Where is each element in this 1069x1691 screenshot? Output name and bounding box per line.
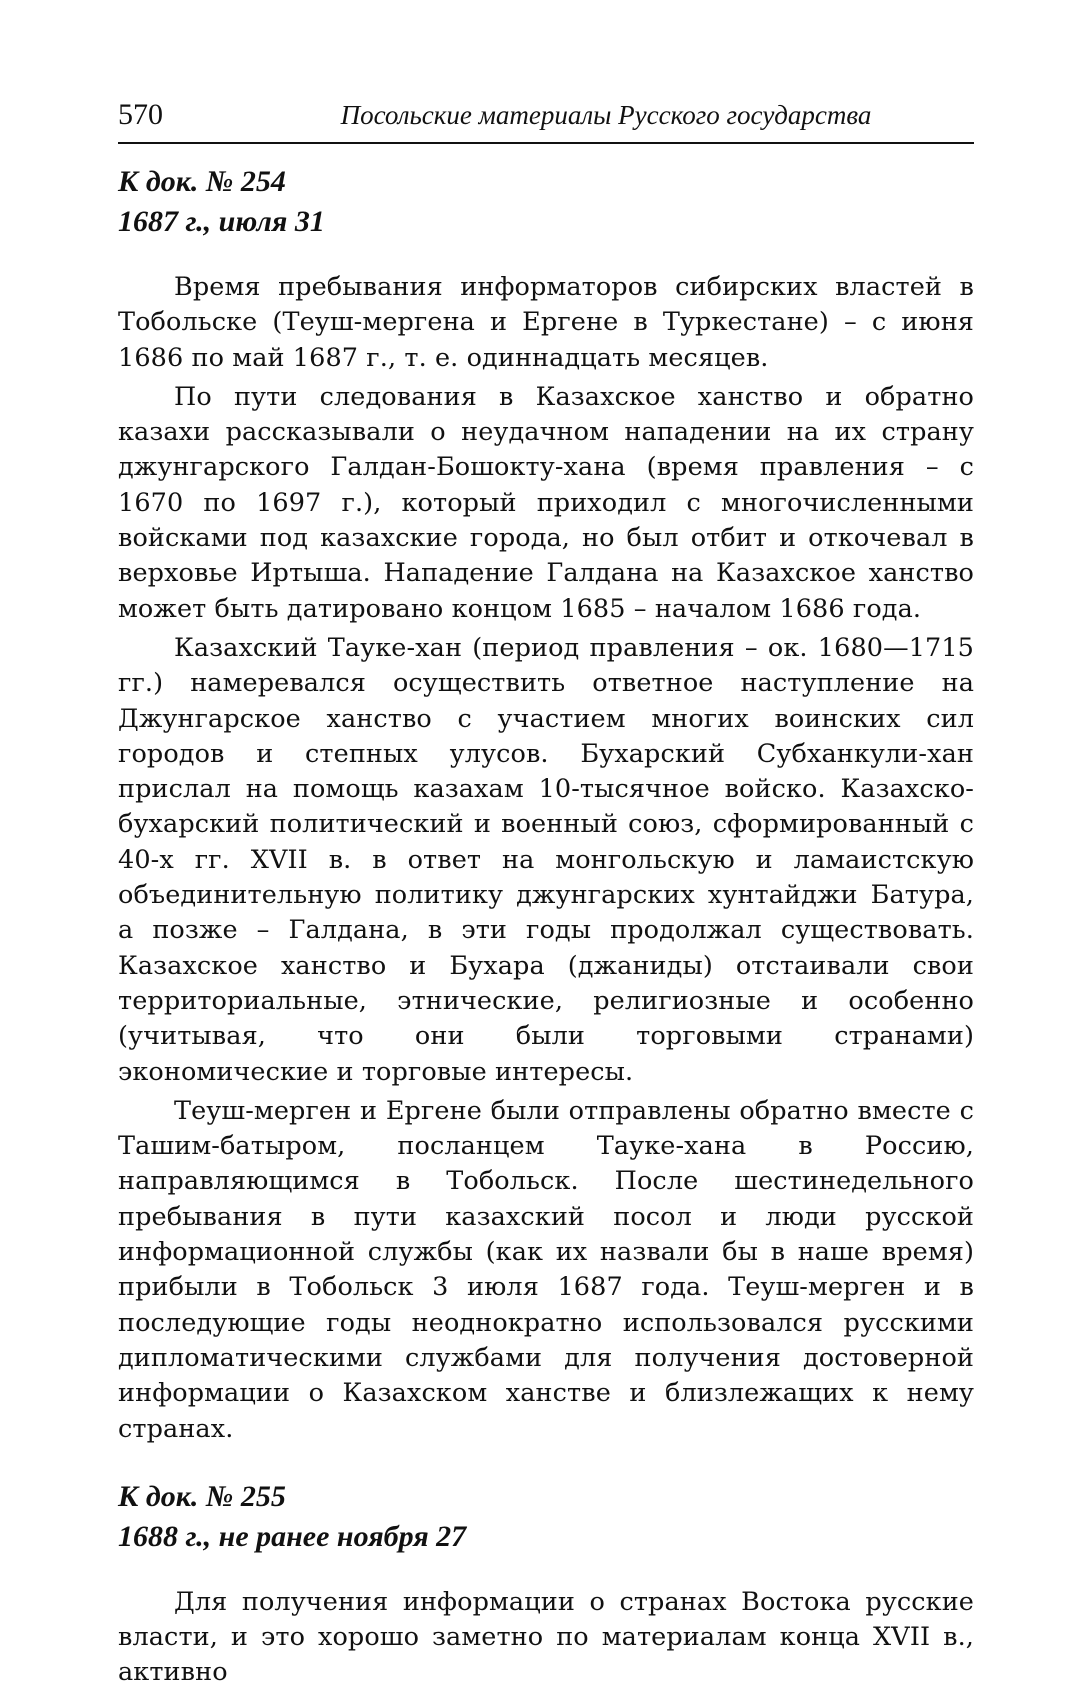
section-254-date: 1687 г., июля 31 bbox=[118, 205, 325, 238]
section-255-date: 1688 г., не ранее ноября 27 bbox=[118, 1519, 467, 1553]
section-255-paragraph-1: Для получения информации о странах Востока русские власти, и это хорошо заметно по материалам конца XVII в., активно bbox=[118, 1586, 974, 1688]
section-254-paragraph-2: По пути следования в Казахское ханство и обратно казахи рассказывали о неудачном нападении на их страну джунгарского Галдан-Бошокту-хана (время правления – с 1670 по 1697 г.), который приходил с многочисленными войсками под казахские города, но был отбит и откочевал в верховье Иртыша. Нападение Галдана на Казахское ханство может быть датировано концом 1685 – началом 1686 года. bbox=[118, 381, 974, 624]
section-254-paragraph-3: Казахский Тауке-хан (период правления – ок. 1680—1715 гг.) намеревался осуществить ответное наступление на Джунгарское ханство с участием многих воинских сил городов и степных улусов. Бухарский Субханкули-хан прислал на помощь казахам 10-тысячное войско. Казахско-бухарский политический и военный союз, сформированный с 40-х гг. XVII в. в ответ на монгольскую и ламаистскую объединительную политику джунгарских хунтайджи Батура, а позже – Галдана, в эти годы продолжал существовать. Казахское ханство и Бухара (джаниды) отстаивали свои территориальные, этнические, религиозные и особенно (учитывая, что они были торговыми странами) экономические и торговые интересы. bbox=[118, 632, 974, 1087]
running-head bbox=[118, 98, 974, 144]
section-255-doc-ref: К док. № 255 bbox=[118, 1479, 286, 1513]
running-title: Посольские материалы Русского государства bbox=[340, 100, 872, 130]
section-254-doc-ref: К док. № 254 bbox=[118, 165, 286, 198]
page-number: 570 bbox=[118, 98, 163, 131]
section-254-paragraph-1: Время пребывания информаторов сибирских властей в Тобольске (Теуш-мергена и Ергене в Туркестане) – с июня 1686 по май 1687 г., т. е. одиннадцать месяцев. bbox=[118, 272, 974, 373]
book-page bbox=[118, 98, 974, 1691]
section-254-paragraph-4: Теуш-мерген и Ергене были отправлены обратно вместе с Ташим-батыром, посланцем Тауке-хана в Россию, направляющимся в Тобольск. После шестинедельного пребывания в пути казахский посол и люди русской информационной службы (как их назвали бы в наше время) прибыли в Тобольск 3 июля 1687 года. Теуш-мерген и в последующие годы неоднократно использовался русскими дипломатическими службами для получения достоверной информации о Казахском ханстве и близлежащих к нему странах. bbox=[118, 1095, 974, 1444]
